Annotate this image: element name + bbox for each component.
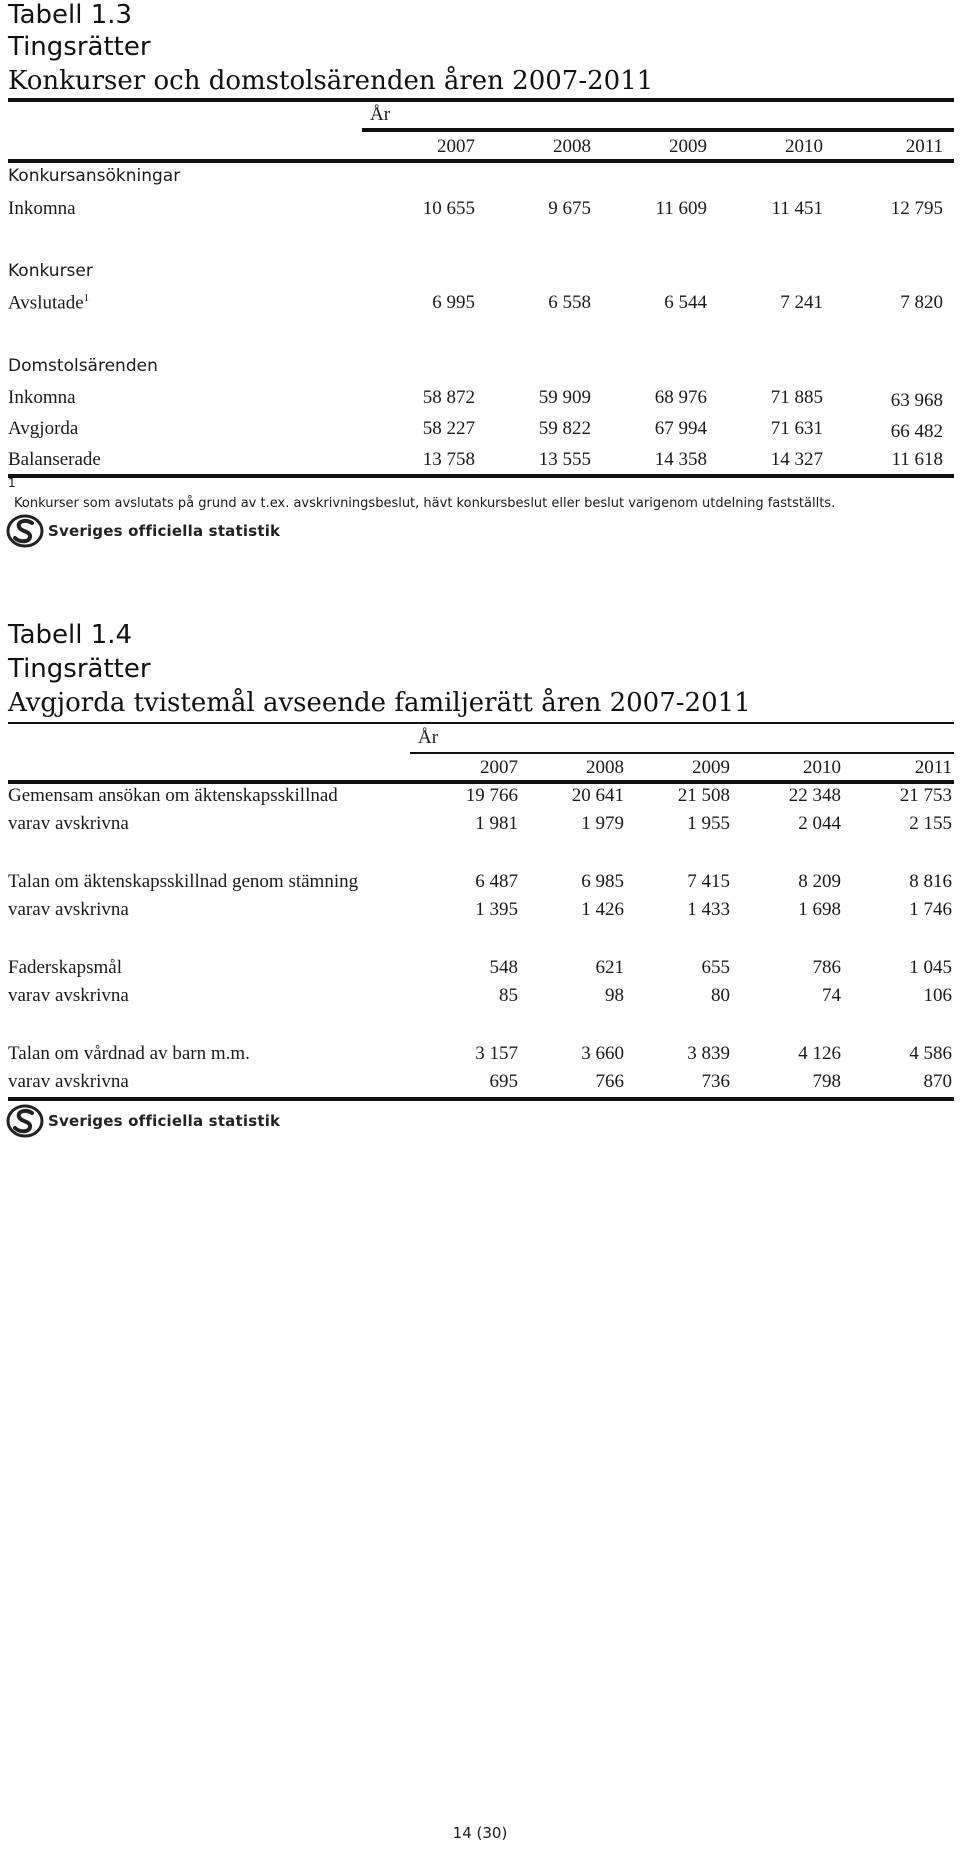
- table-1-3-top-rule: [8, 98, 954, 102]
- cell: 85: [499, 985, 518, 1006]
- cell: 870: [923, 1071, 952, 1092]
- cell: 58 872: [422, 387, 475, 408]
- table-1-3-title: Tabell 1.3: [8, 0, 133, 30]
- cell: 4 586: [909, 1043, 952, 1064]
- page-number: 14 (30): [452, 1824, 508, 1842]
- cell: 80: [711, 985, 730, 1006]
- section-konkursansokningar: Konkursansökningar: [8, 166, 181, 186]
- year-2007: 2007: [480, 757, 518, 778]
- row-label: varav avskrivna: [8, 813, 129, 834]
- cell: 1 981: [475, 813, 518, 834]
- sos-logo: [6, 514, 280, 548]
- cell: 3 660: [581, 1043, 624, 1064]
- cell: 11 618: [891, 449, 943, 470]
- cell: 11 451: [771, 198, 823, 219]
- row-label: Talan om vårdnad av barn m.m.: [8, 1043, 250, 1064]
- cell: 798: [812, 1071, 841, 1092]
- cell: 14 358: [654, 449, 707, 470]
- footnote-ref: 1: [83, 292, 90, 304]
- cell: 22 348: [788, 785, 841, 806]
- table-1-4-heading: Avgjorda tvistemål avseende familjerätt åren 2007-2011: [8, 688, 751, 718]
- cell: 1 426: [581, 899, 624, 920]
- cell: 7 820: [900, 292, 943, 313]
- cell: 11 609: [655, 198, 707, 219]
- row-label: Avslutade$^1$: [8, 292, 90, 314]
- cell: 1 395: [475, 899, 518, 920]
- cell: 21 753: [899, 785, 952, 806]
- year-2007: 2007: [437, 136, 475, 157]
- year-header-rule: [410, 752, 954, 754]
- cell: 6 995: [432, 292, 475, 313]
- cell: 1 698: [798, 899, 841, 920]
- cell: 695: [489, 1071, 518, 1092]
- cell: 1 979: [581, 813, 624, 834]
- cell: 71 885: [770, 387, 823, 408]
- cell: 10 655: [422, 198, 475, 219]
- cell: 1 433: [687, 899, 730, 920]
- cell: 58 227: [422, 418, 475, 439]
- year-2009: 2009: [692, 757, 730, 778]
- cell: 66 482: [890, 421, 943, 442]
- cell: 67 994: [654, 418, 707, 439]
- year-header: År: [370, 104, 391, 125]
- table-1-4-top-rule: [8, 722, 954, 724]
- cell: 12 795: [890, 198, 943, 219]
- year-header-rule: [362, 128, 954, 132]
- year-2008: 2008: [553, 136, 591, 157]
- table-1-4-bottom-rule: [8, 1097, 954, 1101]
- cell: 2 044: [798, 813, 841, 834]
- row-label: Talan om äktenskapsskillnad genom stämning: [8, 871, 359, 892]
- row-label: Balanserade: [8, 449, 101, 470]
- sos-logo-icon: [6, 514, 44, 548]
- year-2010: 2010: [803, 757, 841, 778]
- table-1-3-subtitle: Tingsrätter: [8, 32, 151, 62]
- year-header: År: [418, 727, 439, 748]
- cell: 1 746: [909, 899, 952, 920]
- cell: 1 045: [909, 957, 952, 978]
- cell: 736: [701, 1071, 730, 1092]
- sos-logo-text: Sveriges officiella statistik: [48, 522, 281, 540]
- row-label: Inkomna: [8, 198, 76, 219]
- table-1-4-header-rule: [8, 780, 954, 784]
- year-2010: 2010: [785, 136, 823, 157]
- cell: 3 839: [687, 1043, 730, 1064]
- cell: 786: [812, 957, 841, 978]
- cell: 655: [701, 957, 730, 978]
- cell: 6 558: [548, 292, 591, 313]
- sos-logo: [6, 1104, 280, 1138]
- table-1-4-title: Tabell 1.4: [8, 620, 133, 650]
- table-1-4-subtitle: Tingsrätter: [8, 654, 151, 684]
- year-2011: 2011: [914, 757, 952, 778]
- cell: 13 555: [538, 449, 591, 470]
- cell: 21 508: [677, 785, 730, 806]
- cell: 3 157: [475, 1043, 518, 1064]
- row-label: Gemensam ansökan om äktenskapsskillnad: [8, 785, 338, 806]
- section-konkurser: Konkurser: [8, 261, 93, 281]
- sos-logo-text: Sveriges officiella statistik: [48, 1112, 281, 1130]
- cell: 6 544: [664, 292, 707, 313]
- cell: 7 241: [780, 292, 823, 313]
- section-domstolsarenden: Domstolsärenden: [8, 356, 158, 376]
- cell: 4 126: [798, 1043, 841, 1064]
- cell: 14 327: [770, 449, 823, 470]
- sos-logo-icon: [6, 1104, 44, 1138]
- cell: 7 415: [687, 871, 730, 892]
- table-1-3-heading: Konkurser och domstolsärenden åren 2007-2011: [8, 66, 654, 96]
- table-1-3-bottom-rule: [8, 474, 954, 478]
- cell: 20 641: [571, 785, 624, 806]
- row-label: Faderskapsmål: [8, 957, 122, 978]
- footnote-text: Konkurser som avslutats på grund av t.ex. avskrivningsbeslut, hävt konkursbeslut eller beslut varigenom utdelning fastställts.: [14, 496, 836, 511]
- year-2008: 2008: [586, 757, 624, 778]
- cell: 68 976: [654, 387, 707, 408]
- cell: 13 758: [422, 449, 475, 470]
- cell: 6 985: [581, 871, 624, 892]
- cell: 98: [605, 985, 624, 1006]
- cell: 59 909: [538, 387, 591, 408]
- cell: 71 631: [770, 418, 823, 439]
- cell: 1 955: [687, 813, 730, 834]
- cell: 9 675: [548, 198, 591, 219]
- cell: 63 968: [890, 390, 943, 411]
- cell: 6 487: [475, 871, 518, 892]
- cell: 19 766: [465, 785, 518, 806]
- row-label: varav avskrivna: [8, 985, 129, 1006]
- cell: 548: [489, 957, 518, 978]
- row-label: varav avskrivna: [8, 1071, 129, 1092]
- row-label: Avgjorda: [8, 418, 79, 439]
- row-label: varav avskrivna: [8, 899, 129, 920]
- year-2011: 2011: [905, 136, 943, 157]
- cell: 2 155: [909, 813, 952, 834]
- cell: 8 209: [798, 871, 841, 892]
- year-2009: 2009: [669, 136, 707, 157]
- cell: 106: [923, 985, 952, 1006]
- table-1-3-header-rule: [8, 159, 954, 163]
- cell: 621: [595, 957, 624, 978]
- cell: 59 822: [538, 418, 591, 439]
- cell: 74: [822, 985, 841, 1006]
- cell: 766: [595, 1071, 624, 1092]
- footnote-mark: 1: [8, 476, 16, 490]
- cell: 8 816: [909, 871, 952, 892]
- row-label: Inkomna: [8, 387, 76, 408]
